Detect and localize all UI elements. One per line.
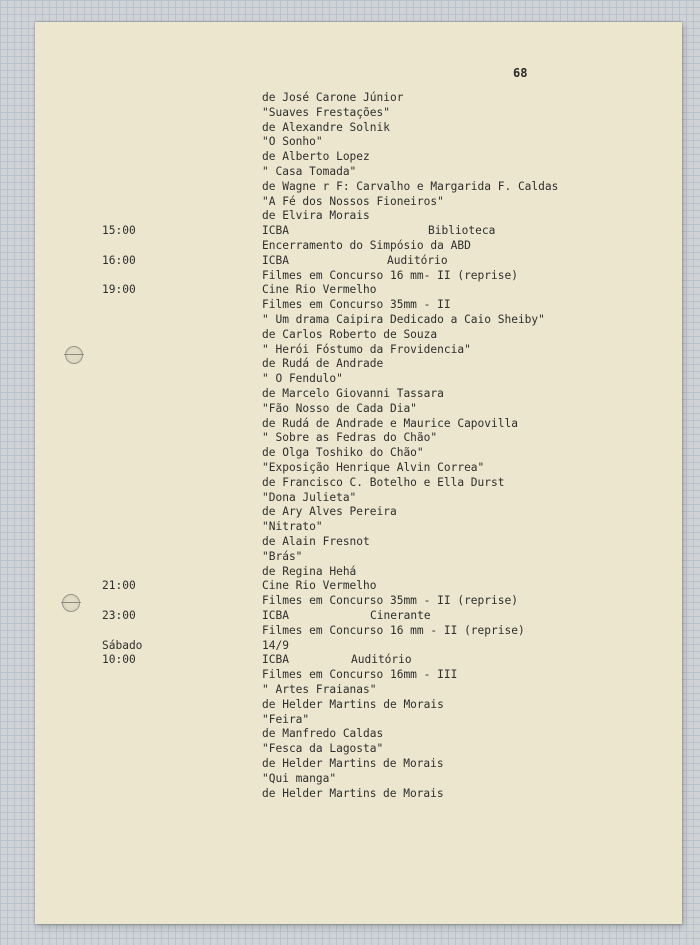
entry-text: "Nitrato" [262,520,323,534]
entry-extra: Auditório [387,253,448,267]
entry-text: " Sobre as Fedras do Chão" [262,431,438,445]
schedule-line [0,253,700,268]
entry-text: ICBA [262,653,289,667]
entry-text: ICBA [262,224,289,238]
entry-text: de Wagne r F: Carvalho e Margarida F. Caldas [262,179,559,193]
entry-text: de Ary Alves Pereira [262,505,397,519]
schedule-line [0,223,700,238]
schedule-line [0,208,700,223]
entry-text: "Feira" [262,712,310,726]
schedule-line [0,564,700,579]
entry-text: de Rudá de Andrade e Maurice Capovilla [262,416,518,430]
schedule-line [0,401,700,416]
schedule-line [0,756,700,771]
entry-text: de Marcelo Giovanni Tassara [262,387,444,400]
schedule-line [0,297,700,312]
entry-extra: Biblioteca [428,224,496,238]
schedule-line [0,519,700,534]
entry-text: " Casa Tomada" [262,165,357,178]
entry-text: " O Fendulo" [262,372,343,386]
schedule-line [0,460,700,475]
entry-text: de Alexandre Solnik [262,120,390,134]
entry-text: de Carlos Roberto de Souza [262,327,438,341]
entry-text: de Manfredo Caldas [262,727,384,741]
entry-text: de Helder Martins [262,786,377,800]
schedule-line [0,164,700,179]
schedule-line [0,638,700,653]
schedule-line [0,712,700,727]
schedule-line [0,149,700,164]
schedule-line [0,371,700,386]
entry-text: "Dona Julieta" [262,490,357,504]
schedule-line [0,356,700,371]
entry-text: "O Sonho" [262,135,323,149]
entry-text: "Fesca da Lagosta" [262,742,384,756]
entry-text: de Elvira Morais [262,209,370,223]
schedule-line [0,120,700,135]
entry-text: de Alberto Lopez [262,150,370,164]
schedule-line [0,608,700,623]
entry-text: " Um drama Caipira Dedicado a Caio Sheiby" [262,313,545,326]
schedule-line [0,327,700,342]
time-label: 21:00 [102,579,136,593]
entry-text: de Rudá de Andrade [262,357,384,371]
schedule-line [0,445,700,460]
entry-text: " Artes Fraianas" [262,683,377,696]
entry-text: " Herói Fóstumo da Frovidencia" [262,342,471,356]
entry-text: de Olga Toshiko do Chão" [262,446,424,460]
entry-text: "Fão Nosso de Cada Dia" [262,401,417,415]
schedule-line [0,342,700,357]
time-label: 23:00 [102,609,136,622]
time-label: 15:00 [102,224,136,238]
entry-text: Filmes em Concurso 35mm - II [262,298,451,312]
schedule-line [0,416,700,431]
entry-text: ICBA [262,609,289,622]
schedule-line [0,578,700,593]
entry-text: de Helder Martins de Morais [262,697,444,711]
entry-text: "Suaves Frestações" [262,105,390,119]
entry-extra: de Morais [383,786,444,800]
entry-text: Filmes em Concurso 16 mm - II (reprise) [262,623,525,637]
time-label: 16:00 [102,253,136,267]
schedule-line [0,282,700,297]
entry-extra: Auditório [351,653,412,667]
schedule-line [0,386,700,401]
schedule-line [0,268,700,283]
schedule-line [0,475,700,490]
entry-text: 14/9 [262,638,289,652]
schedule-line [0,194,700,209]
entry-text: ICBA [262,253,289,267]
entry-text: "Brás" [262,549,303,563]
schedule-line [0,430,700,445]
schedule-line [0,697,700,712]
entry-text: de Regina Hehá [262,564,357,578]
schedule-line [0,771,700,786]
schedule-line [0,238,700,253]
schedule-line [0,593,700,608]
entry-text: de Helder Martins [262,757,377,770]
time-label: 19:00 [102,283,136,297]
entry-text: "Exposição Henrique Alvin Correa" [262,461,485,474]
schedule-line [0,490,700,505]
schedule-line [0,179,700,194]
entry-extra: Cinerante [370,609,431,622]
entry-text: "A Fé dos Nossos Fioneiros" [262,194,444,208]
schedule-line [0,741,700,756]
schedule-line [0,105,700,120]
schedule-line [0,534,700,549]
schedule-line [0,312,700,327]
schedule-line [0,90,700,105]
entry-text: Filmes em Concurso 16 mm- II (reprise) [262,268,518,282]
schedule-line [0,134,700,149]
entry-text: Encerramento do Simpósio da ABD [262,239,471,252]
entry-text: de Francisco C. Botelho e Ella Durst [262,475,505,489]
schedule-line [0,652,700,667]
entry-text: "Qui manga" [262,771,337,785]
entry-text: Cine Rio Vermelho [262,579,377,593]
schedule-line [0,667,700,682]
schedule-line [0,726,700,741]
schedule-line [0,786,700,801]
entry-text: Filmes em Concurso 16mm - III [262,668,458,682]
schedule-line [0,549,700,564]
entry-text: Filmes em Concurso 35mm - II (reprise) [262,594,518,608]
entry-extra: de Morais [383,757,444,770]
entry-text: de José Carone Júnior [262,91,404,104]
page-number: 68 [513,66,528,80]
time-label: Sábado [102,638,143,652]
time-label: 10:00 [102,653,136,667]
schedule-line [0,682,700,697]
schedule-line [0,504,700,519]
entry-text: Cine Rio Vermelho [262,283,377,297]
entry-text: de Alain Fresnot [262,535,370,548]
schedule-line [0,623,700,638]
